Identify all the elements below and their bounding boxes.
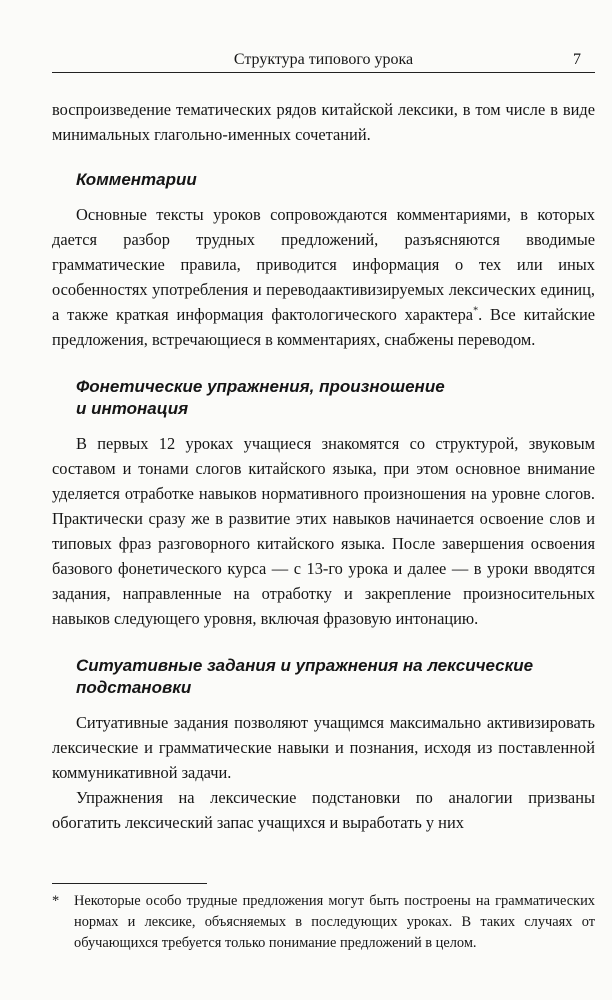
comments-text-start: Основные тексты уроков сопровождаются комментариями, в которых дается разбор трудных предложений, разъясняются вводимые грамматические правила, приводится информация о тех или иных особенностях употребления и переводаактивизируемых лексических единиц, а также краткая информация фактологического характера — [52, 205, 595, 324]
situational-heading-line-2: подстановки — [76, 678, 192, 697]
situational-paragraph-2: Упражнения на лексические подстановки по аналогии призваны обогатить лексический запас учащихся и выработать у них — [52, 788, 595, 832]
comments-heading: Комментарии — [76, 170, 197, 189]
phonetics-heading-line-2: и интонация — [76, 399, 189, 418]
phonetics-heading-line-1: Фонетические упражнения, произношение — [76, 377, 445, 396]
footnote-text: Некоторые особо трудные предложения могут быть построены на грамматических нормах и лексике, объясняемых в последующих уроках. В таких случаях от обучающихся требуется только понимание предложений в целом. — [74, 893, 595, 951]
phonetics-paragraph: В первых 12 уроках учащиеся знакомятся со структурой, звуковым составом и тонами слогов китайского языка, при этом основное внимание уделяется отработке навыков нормативного произношения на уровне слогов. Практически сразу же в развитие этих навыков начинается освоение слов и типовых фраз разговорного китайского языка. После завершения освоения базового фонетического курса — с 13-го урока и далее — в уроки вводятся задания, направленные на отработку и закрепление произносительных навыков следующего уровня, включая фразовую интонацию. — [52, 434, 595, 628]
running-title: Структура типового урока — [233, 51, 414, 68]
running-header — [52, 50, 595, 73]
footnote-mark: * — [52, 893, 60, 909]
footnote-reference: * — [473, 305, 479, 317]
page-number: 7 — [573, 51, 581, 68]
situational-paragraph-1: Ситуативные задания позволяют учащимся максимально активизировать лексические и грамматические навыки и познания, исходя из поставленной коммуникативной задачи. — [52, 713, 595, 782]
footnote-divider — [52, 883, 207, 884]
phonetics-heading — [52, 376, 595, 420]
comments-paragraph — [52, 202, 595, 352]
page-body — [52, 97, 595, 835]
situational-heading — [52, 655, 595, 699]
intro-paragraph: воспроизведение тематических рядов китайской лексики, в том числе в виде минимальных глагольно-именных сочетаний. — [52, 100, 595, 144]
situational-heading-line-1: Ситуативные задания и упражнения на лексические — [76, 656, 534, 675]
comments-text-end: . Все китайские предложения, встречающиеся в комментариях, снабжены переводом. — [52, 305, 595, 349]
footnote — [52, 891, 595, 954]
